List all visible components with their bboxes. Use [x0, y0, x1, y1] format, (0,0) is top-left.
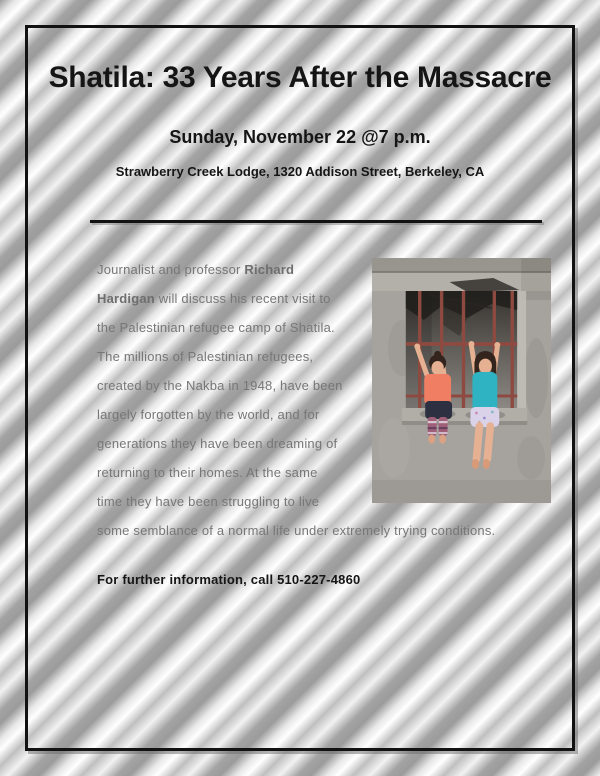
- photo-illustration: [372, 258, 551, 503]
- event-photo: [372, 258, 551, 503]
- description-line: some semblance of a normal life under extremely trying conditions.: [97, 523, 496, 538]
- girl-right-shirt: [472, 372, 497, 412]
- girl-left-face: [431, 361, 443, 375]
- event-datetime: Sunday, November 22 @7 p.m.: [169, 127, 431, 147]
- flyer-border-frame: [25, 25, 575, 751]
- window-sill: [402, 408, 527, 425]
- description-line: time they have been struggling to live: [97, 494, 320, 509]
- description-line: created by the Nakba in 1948, have been: [97, 378, 343, 393]
- description-line: the Palestinian refugee camp of Shatila.: [97, 320, 335, 335]
- description-line: The millions of Palestinian refugees,: [97, 349, 314, 364]
- event-venue: Strawberry Creek Lodge, 1320 Addison Street, Berkeley, CA: [115, 164, 485, 179]
- horizontal-divider: [90, 220, 542, 223]
- girl-left-pants: [425, 401, 452, 419]
- description-line: Hardigan will discuss his recent visit to: [97, 291, 331, 306]
- description-line: Journalist and professor Richard: [97, 262, 295, 277]
- description-line: generations they have been dreaming of: [97, 436, 338, 451]
- girl-right-face: [479, 359, 492, 374]
- description-line: largely forgotten by the world, and for: [97, 407, 320, 422]
- contact-info: For further information, call 510-227-4860: [97, 572, 361, 587]
- girl-left-shirt: [424, 374, 451, 405]
- description-line: returning to their homes. At the same: [97, 465, 318, 480]
- event-title: Shatila: 33 Years After the Massacre: [48, 61, 552, 94]
